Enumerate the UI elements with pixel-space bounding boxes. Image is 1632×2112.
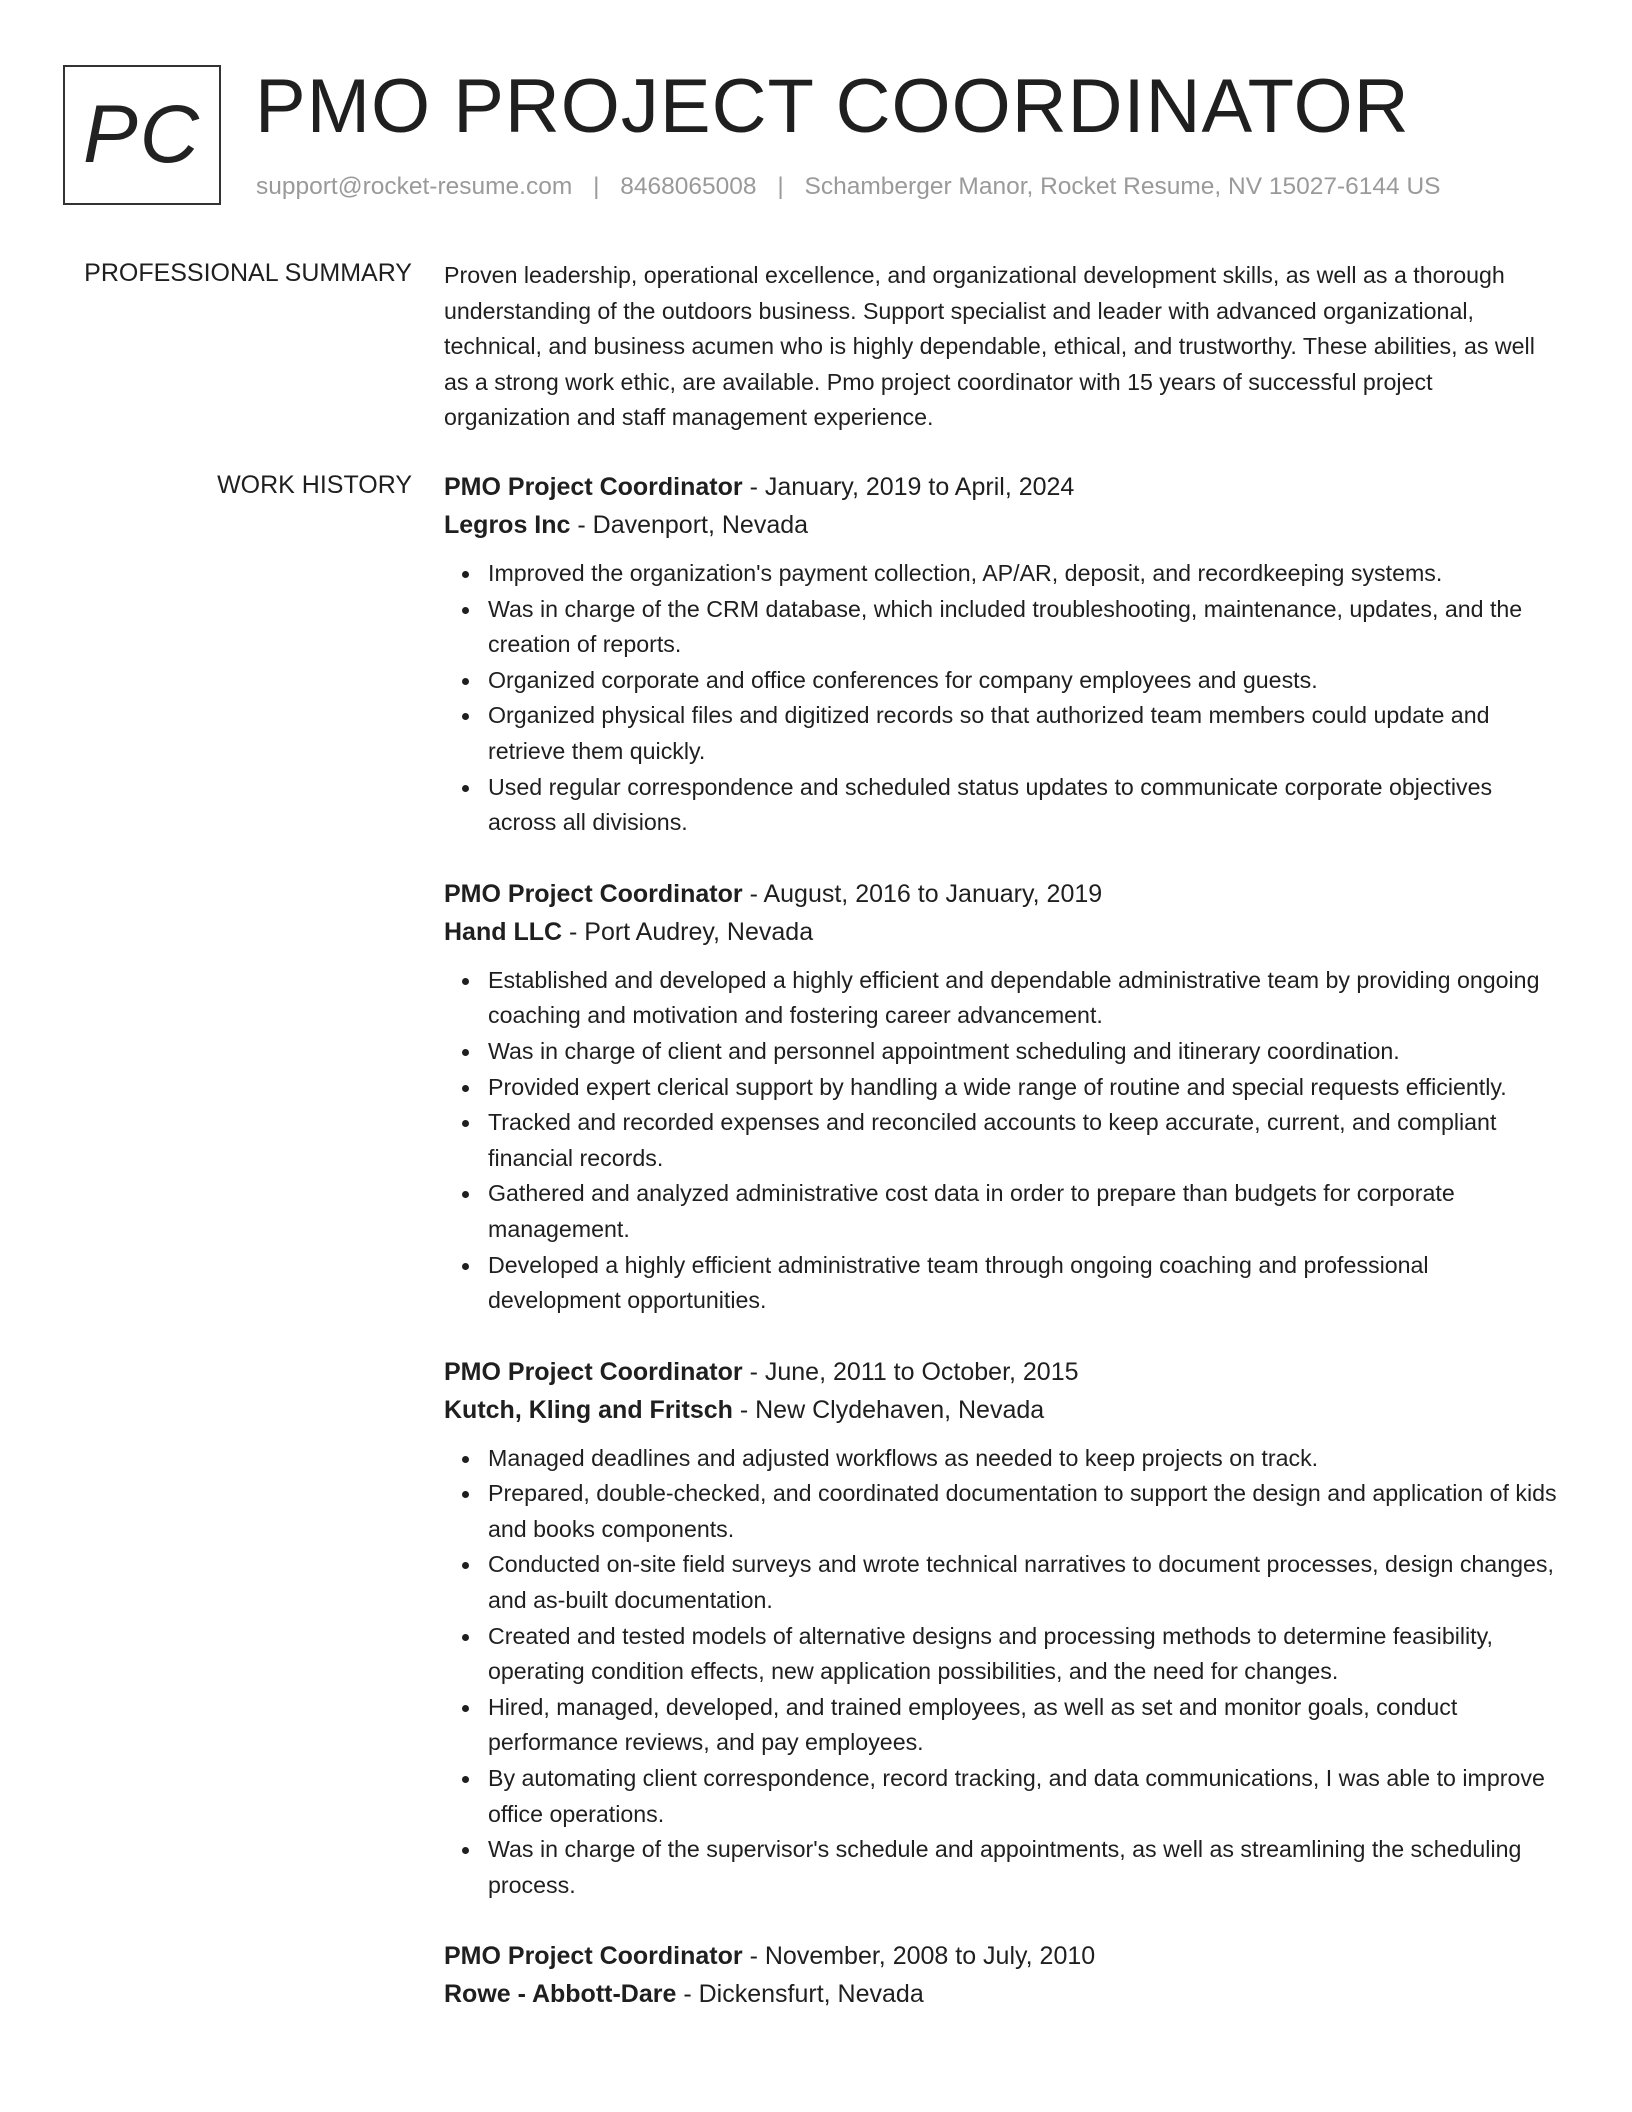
contact-separator: | xyxy=(777,173,784,200)
job-entry xyxy=(444,1937,1559,2013)
job-company: Legros Inc xyxy=(444,511,571,539)
contact-line xyxy=(256,173,1441,201)
job-title-line xyxy=(444,875,1559,913)
job-company-line xyxy=(444,913,1559,951)
job-bullet: Prepared, double-checked, and coordinated documentation to support the design and application of kids and books components. xyxy=(488,1476,1559,1547)
job-bullet: Hired, managed, developed, and trained employees, as well as set and monitor goals, conduct performance reviews, and pay employees. xyxy=(488,1690,1559,1761)
job-dates: - January, 2019 to April, 2024 xyxy=(742,473,1075,501)
contact-separator: | xyxy=(593,173,600,200)
job-dates: - June, 2011 to October, 2015 xyxy=(742,1357,1079,1386)
job-title: PMO Project Coordinator xyxy=(444,879,743,908)
jobs-list xyxy=(444,468,1559,2047)
job-title-line xyxy=(444,468,1559,506)
job-company-line xyxy=(444,1975,1559,2013)
job-bullet: By automating client correspondence, record tracking, and data communications, I was able to improve office operations. xyxy=(488,1761,1559,1832)
job-bullet: Was in charge of the CRM database, which included troubleshooting, maintenance, updates, and the creation of reports. xyxy=(488,592,1559,663)
job-bullet: Tracked and recorded expenses and reconciled accounts to keep accurate, current, and compliant financial records. xyxy=(488,1105,1559,1176)
job-company-line xyxy=(444,506,1559,544)
job-bullet-list xyxy=(444,1441,1559,1904)
job-bullet-list xyxy=(444,963,1559,1319)
job-bullet-list xyxy=(444,556,1559,841)
contact-email[interactable]: support@rocket-resume.com xyxy=(256,173,573,200)
contact-address: Schamberger Manor, Rocket Resume, NV 15027-6144 US xyxy=(804,173,1441,200)
contact-phone[interactable]: 8468065008 xyxy=(620,173,757,200)
job-bullet: Was in charge of client and personnel appointment scheduling and itinerary coordination. xyxy=(488,1034,1559,1070)
job-bullet: Improved the organization's payment collection, AP/AR, deposit, and recordkeeping systems. xyxy=(488,556,1559,592)
job-bullet: Conducted on-site field surveys and wrote technical narratives to document processes, design changes, and as-built documentation. xyxy=(488,1547,1559,1618)
job-title-line xyxy=(444,1353,1559,1391)
job-bullet: Was in charge of the supervisor's schedule and appointments, as well as streamlining the scheduling process. xyxy=(488,1832,1559,1903)
job-bullet: Provided expert clerical support by handling a wide range of routine and special requests efficiently. xyxy=(488,1070,1559,1106)
section-label-summary: PROFESSIONAL SUMMARY xyxy=(84,259,412,287)
job-title-line xyxy=(444,1937,1559,1975)
job-title: PMO Project Coordinator xyxy=(444,1357,743,1386)
job-title: PMO Project Coordinator xyxy=(444,1942,743,1971)
job-bullet: Organized corporate and office conferences for company employees and guests. xyxy=(488,663,1559,699)
job-dates: - November, 2008 to July, 2010 xyxy=(742,1942,1096,1971)
job-bullet: Organized physical files and digitized records so that authorized team members could update and retrieve them quickly. xyxy=(488,698,1559,769)
job-entry xyxy=(444,468,1559,841)
job-bullet: Gathered and analyzed administrative cost data in order to prepare than budgets for corporate management. xyxy=(488,1176,1559,1247)
section-label-work-history: WORK HISTORY xyxy=(217,471,412,499)
job-title: PMO Project Coordinator xyxy=(444,473,743,501)
job-entry xyxy=(444,1353,1559,1904)
job-company: Hand LLC xyxy=(444,917,563,946)
job-location: - Davenport, Nevada xyxy=(570,511,809,539)
job-bullet: Used regular correspondence and scheduled status updates to communicate corporate objectives across all divisions. xyxy=(488,770,1559,841)
job-bullet: Developed a highly efficient administrative team through ongoing coaching and professional development opportunities. xyxy=(488,1248,1559,1319)
job-company: Rowe - Abbott-Dare xyxy=(444,1980,677,2009)
job-bullet: Managed deadlines and adjusted workflows as needed to keep projects on track. xyxy=(488,1441,1559,1477)
job-location: - Dickensfurt, Nevada xyxy=(676,1980,924,2009)
job-company: Kutch, Kling and Fritsch xyxy=(444,1395,733,1424)
job-location: - Port Audrey, Nevada xyxy=(562,917,814,946)
job-dates: - August, 2016 to January, 2019 xyxy=(742,879,1103,908)
job-bullet: Created and tested models of alternative designs and processing methods to determine feasibility, operating condition effects, new application possibilities, and the need for changes. xyxy=(488,1619,1559,1690)
job-company-line xyxy=(444,1391,1559,1429)
job-location: - New Clydehaven, Nevada xyxy=(732,1395,1045,1424)
monogram-badge: PC xyxy=(63,65,221,205)
job-bullet: Established and developed a highly efficient and dependable administrative team by providing ongoing coaching and motivation and fostering career advancement. xyxy=(488,963,1559,1034)
summary-text: Proven leadership, operational excellence, and organizational development skills, as well as a thorough understanding of the outdoors business. Support specialist and leader with advanced organizational, technical, and business acumen who is highly dependable, ethical, and trustworthy. These abilities, as well as a strong work ethic, are available. Pmo project coordinator with 15 years of successful project organization and staff management experience. xyxy=(444,262,1535,430)
candidate-name: PMO PROJECT COORDINATOR xyxy=(255,64,1410,149)
job-entry xyxy=(444,875,1559,1319)
